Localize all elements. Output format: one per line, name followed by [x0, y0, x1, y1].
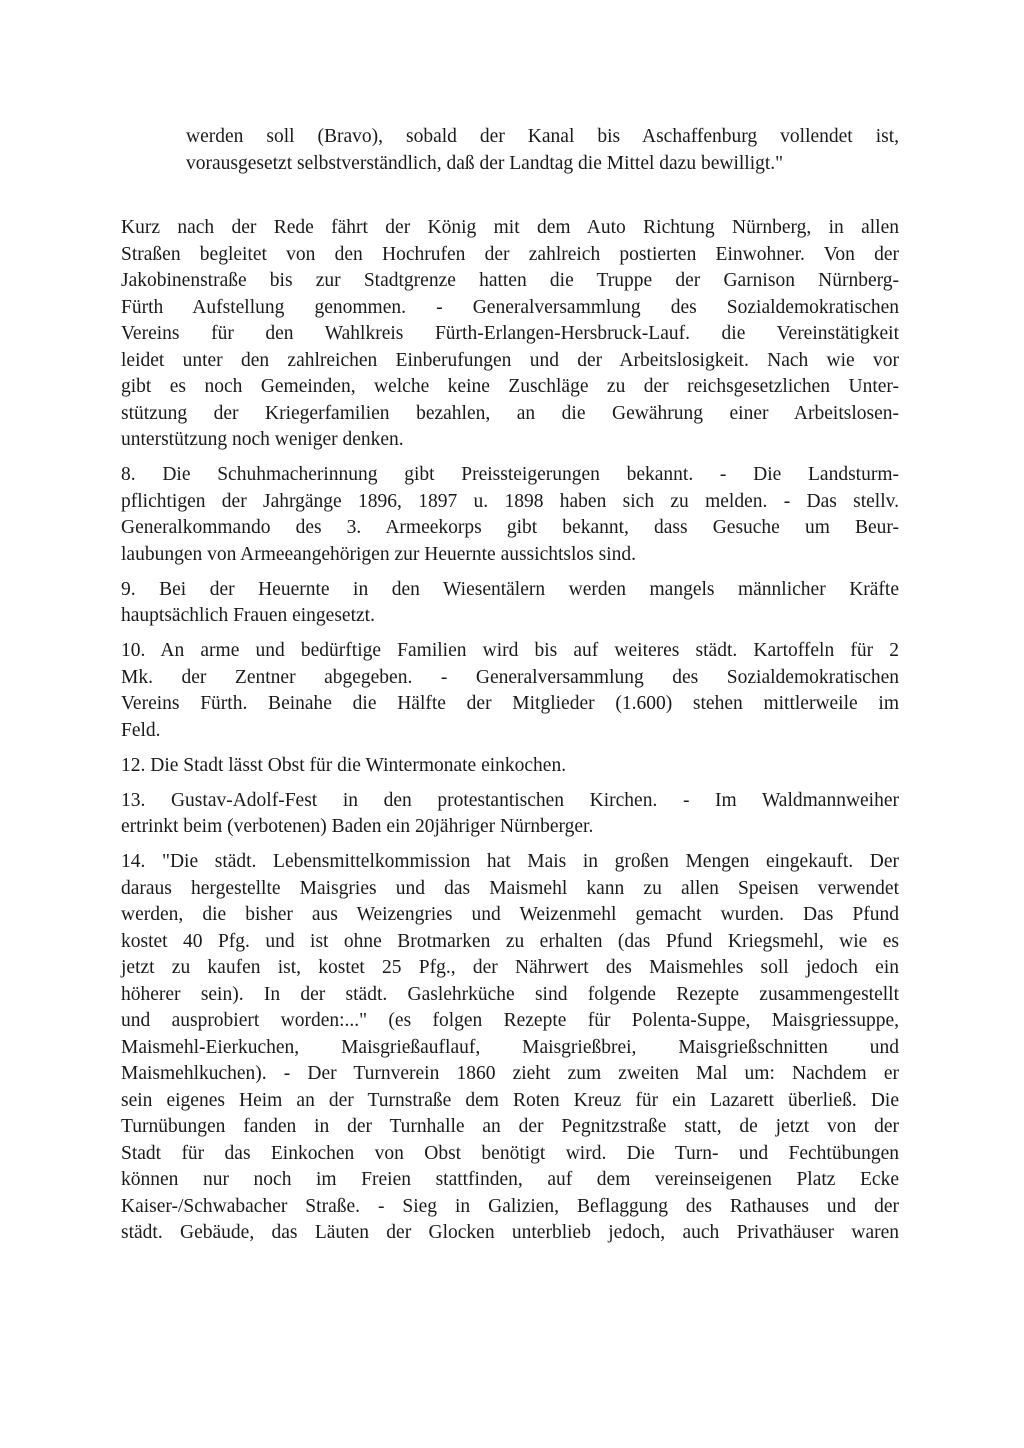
quote-line: werden soll (Bravo), sobald der Kanal bis Aschaffenburg vollendet ist,: [186, 126, 899, 147]
text-line: Turnübungen fanden in der Turnhalle an der Pegnitzstraße statt, de jetzt von der: [121, 1116, 899, 1137]
text-line: städt. Gebäude, das Läuten der Glocken unterblieb jedoch, auch Privathäuser waren: [121, 1222, 899, 1243]
text-line: kostet 40 Pfg. und ist ohne Brotmarken zu erhalten (das Pfund Kriegsmehl, wie es: [121, 930, 899, 952]
text-line: Mk. der Zentner abgegeben. - Generalversammlung des Sozialdemokratischen: [121, 666, 899, 688]
text-line: 9. Bei der Heuernte in den Wiesentälern werden mangels männlicher Kräfte: [121, 578, 899, 600]
paragraph-entry-9: [121, 577, 899, 630]
text-line: ertrinkt beim (verbotenen) Baden ein 20jähriger Nürnberger.: [121, 816, 594, 837]
text-line: 13. Gustav-Adolf-Fest in den protestantischen Kirchen. - Im Waldmannweiher: [121, 789, 899, 811]
text-line: und ausprobiert worden:..." (es folgen Rezepte für Polenta-Suppe, Maisgriessuppe,: [121, 1010, 899, 1031]
body-text: [121, 215, 899, 1247]
paragraph-entry-10: [121, 638, 899, 744]
text-line: stützung der Kriegerfamilien bezahlen, an die Gewährung einer Arbeitslosen-: [121, 402, 899, 424]
text-line: 10. An arme und bedürftige Familien wird bis auf weiteres städt. Kartoffeln für 2: [121, 640, 899, 661]
text-line: Stadt für das Einkochen von Obst benötigt wird. Die Turn- und Fechtübungen: [121, 1142, 899, 1164]
paragraph-entry-8: [121, 462, 899, 568]
text-line: höherer sein). In der städt. Gaslehrküche sind folgende Rezepte zusammengestellt: [121, 983, 899, 1005]
text-line: Vereins für den Wahlkreis Fürth-Erlangen-Hersbruck-Lauf. die Vereinstätigkeit: [121, 323, 899, 344]
paragraph-entry-12: [121, 753, 899, 780]
paragraph-entry-14: [121, 849, 899, 1247]
text-line: sein eigenes Heim an der Turnstraße dem Roten Kreuz für ein Lazarett überließ. Die: [121, 1089, 899, 1111]
text-line: unterstützung noch weniger denken.: [121, 429, 404, 450]
quote-line: vorausgesetzt selbstverständlich, daß der Landtag die Mittel dazu bewilligt.": [186, 152, 784, 174]
paragraph-king-departure: [121, 215, 899, 454]
text-line: hauptsächlich Frauen eingesetzt.: [121, 605, 375, 626]
text-line: Straßen begleitet von den Hochrufen der zahlreich postierten Einwohner. Von der: [121, 243, 899, 265]
text-line: pflichtigen der Jahrgänge 1896, 1897 u. 1898 haben sich zu melden. - Das stellv.: [121, 490, 899, 512]
text-line: 12. Die Stadt lässt Obst für die Wintermonate einkochen.: [121, 754, 567, 776]
text-line: 14. "Die städt. Lebensmittelkommission hat Mais in großen Mengen eingekauft. Der: [121, 851, 899, 872]
quote-continuation: [186, 124, 899, 177]
text-line: jetzt zu kaufen ist, kostet 25 Pfg., der Nährwert des Maismehles soll jedoch ein: [121, 957, 899, 978]
text-line: gibt es noch Gemeinden, welche keine Zuschläge zu der reichsgesetzlichen Unter-: [121, 376, 899, 397]
text-line: Maismehlkuchen). - Der Turnverein 1860 zieht zum zweiten Mal um: Nachdem er: [121, 1063, 899, 1084]
text-line: Kaiser-/Schwabacher Straße. - Sieg in Galizien, Beflaggung des Rathauses und der: [121, 1195, 899, 1217]
text-line: werden, die bisher aus Weizengries und Weizenmehl gemacht wurden. Das Pfund: [121, 904, 899, 925]
text-line: Jakobinenstraße bis zur Stadtgrenze hatten die Truppe der Garnison Nürnberg-: [121, 270, 899, 291]
text-line: Generalkommando des 3. Armeekorps gibt bekannt, dass Gesuche um Beur-: [121, 517, 899, 538]
text-line: Vereins Fürth. Beinahe die Hälfte der Mitglieder (1.600) stehen mittlerweile im: [121, 693, 899, 714]
text-line: leidet unter den zahlreichen Einberufungen und der Arbeitslosigkeit. Nach wie vor: [121, 349, 899, 371]
paragraph-entry-13: [121, 788, 899, 841]
text-line: Fürth Aufstellung genommen. - Generalversammlung des Sozialdemokratischen: [121, 296, 899, 318]
text-line: laubungen von Armeeangehörigen zur Heuernte aussichtslos sind.: [121, 543, 636, 565]
text-line: können nur noch im Freien stattfinden, auf dem vereinseigenen Platz Ecke: [121, 1169, 899, 1190]
text-line: daraus hergestellte Maisgries und das Maismehl kann zu allen Speisen verwendet: [121, 877, 899, 899]
text-line: Maismehl-Eierkuchen, Maisgrießauflauf, Maisgrießbrei, Maisgrießschnitten und: [121, 1036, 899, 1058]
text-line: 8. Die Schuhmacherinnung gibt Preissteigerungen bekannt. - Die Landsturm-: [121, 464, 899, 485]
text-line: Kurz nach der Rede fährt der König mit dem Auto Richtung Nürnberg, in allen: [121, 217, 899, 238]
text-line: Feld.: [121, 719, 161, 741]
